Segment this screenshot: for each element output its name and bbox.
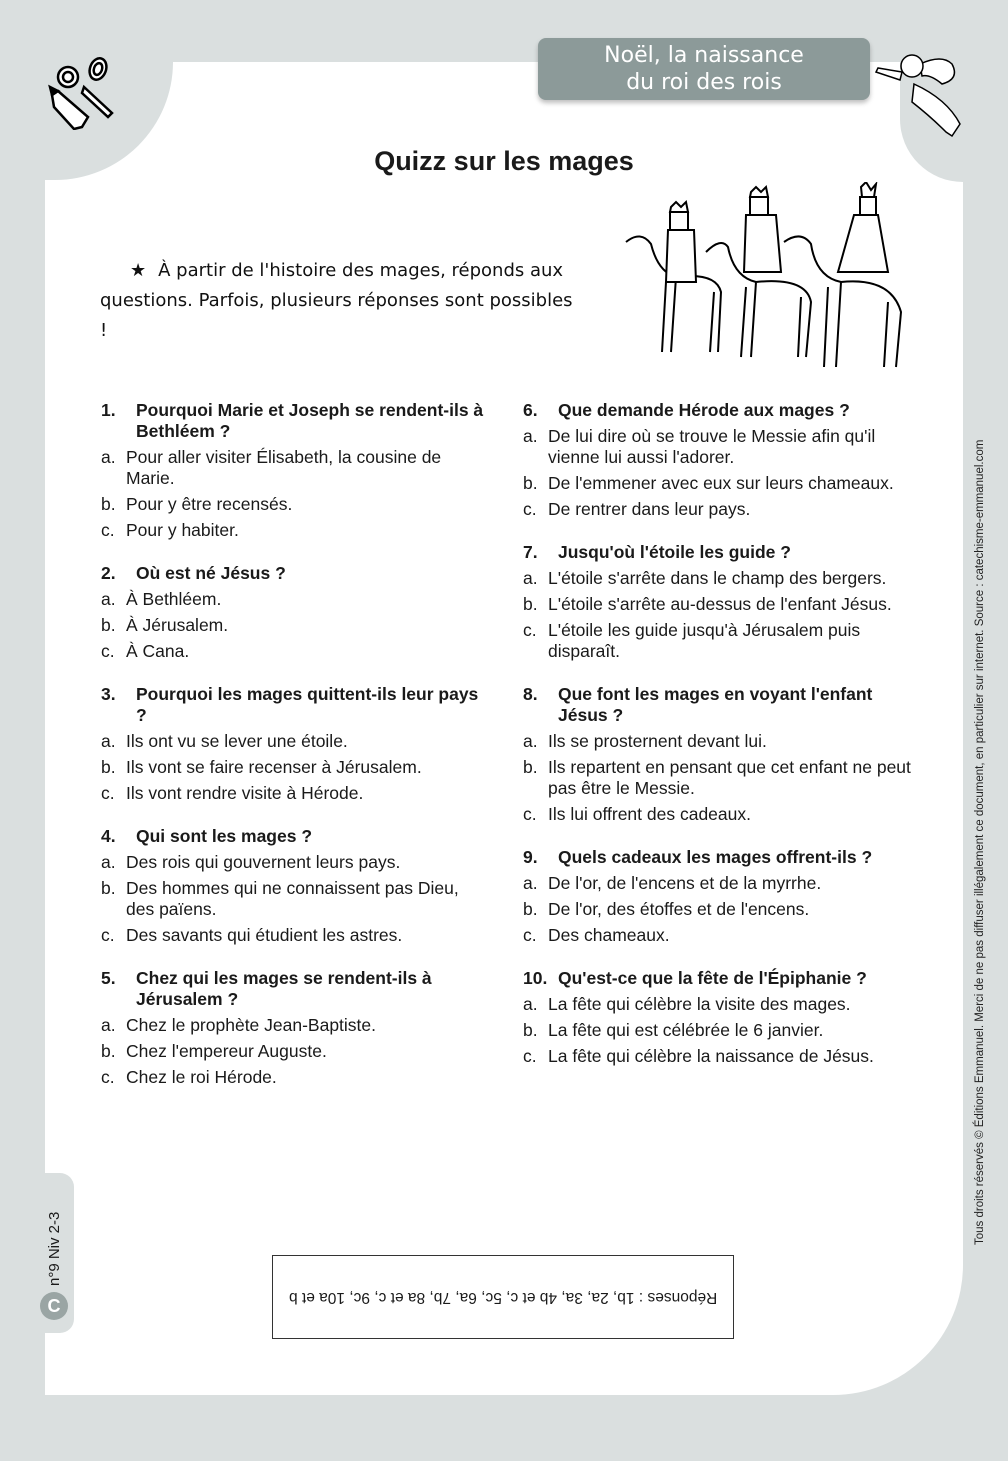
option-text: Ils lui offrent des cadeaux.	[548, 804, 751, 824]
question-2	[101, 563, 491, 662]
option-letter: c.	[523, 804, 537, 824]
question-number: 2.	[101, 563, 116, 583]
instructions	[100, 256, 580, 346]
option-text: De l'or, de l'encens et de la myrrhe.	[548, 873, 822, 893]
option[interactable]	[523, 731, 923, 752]
option-letter: c.	[523, 925, 537, 945]
option-text: L'étoile les guide jusqu'à Jérusalem puis disparaît.	[548, 620, 861, 661]
option[interactable]	[523, 620, 923, 662]
option-text: De l'emmener avec eux sur leurs chameaux.	[548, 473, 894, 493]
option[interactable]	[523, 994, 923, 1015]
question-text: Chez qui les mages se rendent-ils à Jérusalem ?	[136, 968, 432, 1009]
banner-line-2: du roi des rois	[626, 70, 782, 95]
question-number: 8.	[523, 684, 538, 704]
option-letter: b.	[101, 1041, 116, 1061]
option[interactable]	[523, 804, 923, 825]
option[interactable]	[523, 899, 923, 920]
option-letter: a.	[101, 1015, 116, 1035]
option-text: Des chameaux.	[548, 925, 670, 945]
option[interactable]	[101, 925, 491, 946]
option-letter: c.	[523, 499, 537, 519]
option-text: La fête qui célèbre la visite des mages.	[548, 994, 851, 1014]
option-letter: a.	[101, 589, 116, 609]
questions-column-right	[523, 400, 923, 1089]
option-letter: a.	[523, 568, 538, 588]
option-letter: b.	[523, 1020, 538, 1040]
option-text: Chez le prophète Jean-Baptiste.	[126, 1015, 377, 1035]
theme-banner	[538, 38, 870, 100]
question-text: Pourquoi Marie et Joseph se rendent-ils à Bethléem ?	[136, 400, 484, 441]
question-number: 10.	[523, 968, 548, 988]
question-text: Que font les mages en voyant l'enfant Jésus ?	[558, 684, 873, 725]
edition-label	[40, 1212, 68, 1320]
option-letter: a.	[101, 447, 116, 467]
option-letter: a.	[523, 426, 538, 446]
option-letter: c.	[523, 1046, 537, 1066]
option-text: À Bethléem.	[126, 589, 222, 609]
question-text: Quels cadeaux les mages offrent-ils ?	[558, 847, 873, 867]
question-text: Qui sont les mages ?	[136, 826, 313, 846]
option[interactable]	[523, 1046, 923, 1067]
option-letter: a.	[101, 852, 116, 872]
option-letter: b.	[101, 615, 116, 635]
option-letter: c.	[101, 783, 115, 803]
option-text: L'étoile s'arrête au-dessus de l'enfant Jésus.	[548, 594, 892, 614]
option[interactable]	[101, 1067, 491, 1088]
option-text: Chez l'empereur Auguste.	[126, 1041, 327, 1061]
copyright-notice: Tous droits réservés © Éditions Emmanuel. Merci de ne pas diffuser illégalement ce document, en particulier sur internet. Source : catechisme-emmanuel.com	[974, 439, 986, 1245]
option-letter: c.	[101, 1067, 115, 1087]
option-letter: a.	[101, 731, 116, 751]
option-text: Des hommes qui ne connaissent pas Dieu, des païens.	[126, 878, 459, 919]
option-letter: b.	[523, 594, 538, 614]
question-text: Où est né Jésus ?	[136, 563, 286, 583]
question-text: Pourquoi les mages quittent-ils leur pays ?	[136, 684, 479, 725]
option-text: De lui dire où se trouve le Messie afin qu'il vienne lui aussi l'adorer.	[548, 426, 876, 467]
angel-icon	[872, 44, 967, 142]
answer-key-box	[272, 1255, 734, 1339]
edition-text: n°9 Niv 2-3	[45, 1211, 63, 1286]
option-letter: c.	[101, 520, 115, 540]
option[interactable]	[523, 568, 923, 589]
question-1	[101, 400, 491, 541]
option[interactable]	[523, 426, 923, 468]
question-number: 1.	[101, 400, 116, 420]
option-letter: b.	[523, 899, 538, 919]
option[interactable]	[101, 757, 491, 778]
scissors-pencil-icon	[46, 55, 118, 130]
question-6	[523, 400, 923, 520]
option[interactable]	[101, 447, 491, 489]
option-letter: c.	[523, 620, 537, 640]
question-text: Jusqu'où l'étoile les guide ?	[558, 542, 791, 562]
question-number: 3.	[101, 684, 116, 704]
question-3	[101, 684, 491, 804]
option[interactable]	[101, 494, 491, 515]
option[interactable]	[523, 873, 923, 894]
option-text: La fête qui célèbre la naissance de Jésus.	[548, 1046, 874, 1066]
instructions-text: À partir de l'histoire des mages, réponds aux questions. Parfois, plusieurs réponses sont possibles !	[100, 260, 573, 341]
option-letter: c.	[101, 925, 115, 945]
question-5	[101, 968, 491, 1088]
option-text: L'étoile s'arrête dans le champ des bergers.	[548, 568, 887, 588]
option[interactable]	[523, 925, 923, 946]
option[interactable]	[523, 499, 923, 520]
option[interactable]	[101, 783, 491, 804]
option-letter: b.	[101, 878, 116, 898]
option-text: Ils repartent en pensant que cet enfant ne peut pas être le Messie.	[548, 757, 911, 798]
option-text: De rentrer dans leur pays.	[548, 499, 751, 519]
question-number: 6.	[523, 400, 538, 420]
option-text: Pour y habiter.	[126, 520, 239, 540]
option-text: Chez le roi Hérode.	[126, 1067, 277, 1087]
option-text: De l'or, des étoffes et de l'encens.	[548, 899, 810, 919]
question-7	[523, 542, 923, 662]
option-text: Des savants qui étudient les astres.	[126, 925, 403, 945]
page-title: Quizz sur les mages	[374, 146, 634, 176]
option-text: À Cana.	[126, 641, 190, 661]
option-letter: a.	[523, 994, 538, 1014]
option[interactable]	[523, 1020, 923, 1041]
option-text: Pour y être recensés.	[126, 494, 293, 514]
question-number: 4.	[101, 826, 116, 846]
questions-column-left	[101, 400, 491, 1110]
answer-key-text: Réponses : 1b, 2a, 3a, 4b et c, 5c, 6a, 7b, 8a et c, 9c, 10a et b	[288, 1289, 718, 1306]
question-4	[101, 826, 491, 946]
option-letter: c.	[101, 641, 115, 661]
option-text: Ils vont rendre visite à Hérode.	[126, 783, 364, 803]
option[interactable]	[101, 615, 491, 636]
option[interactable]	[101, 1041, 491, 1062]
option[interactable]	[101, 589, 491, 610]
option[interactable]	[101, 878, 491, 920]
option[interactable]	[101, 641, 491, 662]
question-9	[523, 847, 923, 946]
option-letter: b.	[523, 473, 538, 493]
option-letter: b.	[523, 757, 538, 777]
question-number: 5.	[101, 968, 116, 988]
option[interactable]	[101, 852, 491, 873]
option-text: Des rois qui gouvernent leurs pays.	[126, 852, 401, 872]
question-number: 9.	[523, 847, 538, 867]
option-text: Pour aller visiter Élisabeth, la cousine de Marie.	[126, 447, 442, 488]
option[interactable]	[101, 520, 491, 541]
catechism-badge-icon: C	[40, 1292, 68, 1320]
option-letter: a.	[523, 731, 538, 751]
option[interactable]	[523, 473, 923, 494]
three-kings-camels-illustration	[606, 182, 906, 377]
option[interactable]	[523, 594, 923, 615]
question-text: Qu'est-ce que la fête de l'Épiphanie ?	[558, 968, 867, 988]
option-letter: a.	[523, 873, 538, 893]
question-number: 7.	[523, 542, 538, 562]
option-text: À Jérusalem.	[126, 615, 229, 635]
option-text: Ils ont vu se lever une étoile.	[126, 731, 348, 751]
option-letter: b.	[101, 757, 116, 777]
banner-line-1: Noël, la naissance	[604, 43, 804, 68]
option[interactable]	[101, 1015, 491, 1036]
option-letter: b.	[101, 494, 116, 514]
option-text: La fête qui est célébrée le 6 janvier.	[548, 1020, 824, 1040]
question-text: Que demande Hérode aux mages ?	[558, 400, 850, 420]
option-text: Ils vont se faire recenser à Jérusalem.	[126, 757, 422, 777]
question-10	[523, 968, 923, 1067]
question-8	[523, 684, 923, 825]
star-icon: ★	[130, 260, 147, 281]
option[interactable]	[101, 731, 491, 752]
option[interactable]	[523, 757, 923, 799]
option-text: Ils se prosternent devant lui.	[548, 731, 767, 751]
